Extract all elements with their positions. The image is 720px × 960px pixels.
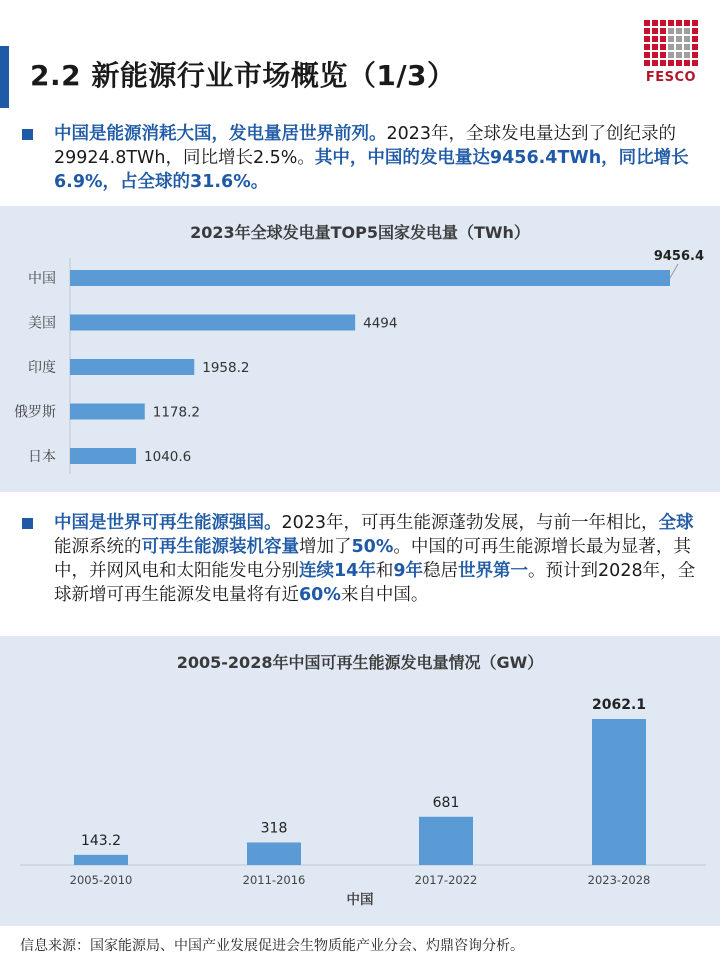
body-text: 2023年，全球发电量达到了创纪录的29924.8TWh，同比增长2.5%。 (54, 124, 677, 168)
logo-square (684, 28, 690, 34)
category-label: 2005-2010 (69, 873, 133, 887)
logo-square (676, 36, 682, 42)
body-text: 2023年，可再生能源蓬勃发展，与前一年相比， (281, 513, 659, 533)
body-text: 。预计到2028年，全球新增可再生能源发电量将有近 (54, 561, 696, 605)
logo-square (652, 52, 658, 58)
value-label: 1040.6 (144, 449, 192, 465)
logo-square (692, 52, 698, 58)
logo-square (668, 20, 674, 26)
logo-square (676, 28, 682, 34)
paragraph-2-text (54, 511, 702, 607)
logo-square (692, 20, 698, 26)
logo-square (692, 28, 698, 34)
label-leader-line (670, 264, 678, 278)
paragraph-2 (22, 511, 702, 607)
logo-square (692, 60, 698, 66)
logo-square (652, 44, 658, 50)
logo-square (684, 44, 690, 50)
category-label: 日本 (28, 449, 56, 465)
logo-square (692, 36, 698, 42)
bar (70, 315, 355, 331)
category-label: 中国 (28, 271, 56, 287)
logo-square (660, 60, 666, 66)
value-label: 318 (260, 820, 288, 837)
logo-square (692, 44, 698, 50)
logo-square (652, 28, 658, 34)
logo-square (660, 28, 666, 34)
logo-square (676, 60, 682, 66)
bar (247, 842, 301, 865)
logo-square (668, 28, 674, 34)
chart1-title: 2023年全球发电量TOP5国家发电量（TWh） (190, 223, 530, 242)
highlight-text: 9年 (393, 561, 424, 581)
body-text: 增加了 (299, 537, 352, 557)
title-accent-bar (0, 46, 9, 108)
highlight-text: 中国是能源消耗大国，发电量居世界前列。 (54, 124, 387, 144)
logo-square (644, 52, 650, 58)
bar (70, 270, 670, 286)
bar (419, 817, 473, 865)
body-text: 稳居 (423, 561, 459, 581)
highlight-text: 中国是世界可再生能源强国。 (54, 513, 282, 533)
bar (70, 359, 194, 375)
chart1-panel (0, 206, 720, 492)
chart1-svg (0, 206, 720, 492)
logo-square (644, 20, 650, 26)
logo-square (644, 28, 650, 34)
fesco-logo (642, 20, 700, 85)
paragraph-1-text (54, 122, 702, 194)
page-title: 2.2 新能源行业市场概览（1/3） (30, 59, 456, 92)
bar (592, 719, 646, 865)
highlight-text: 可再生能源装机容量 (141, 537, 299, 557)
body-text: 和 (375, 561, 394, 581)
highlight-text: 连续14年 (299, 561, 376, 581)
logo-square (676, 52, 682, 58)
logo-square (652, 20, 658, 26)
bar (70, 404, 145, 420)
value-label: 681 (432, 794, 460, 811)
logo-square (660, 36, 666, 42)
chart2-panel (0, 636, 720, 926)
category-label: 2023-2028 (587, 873, 651, 887)
category-label: 印度 (28, 360, 56, 376)
highlight-text: 全球 (658, 513, 694, 533)
highlight-text: 50% (351, 537, 394, 557)
logo-square (652, 36, 658, 42)
logo-square (684, 20, 690, 26)
highlight-text: 其中，中国的发电量达9456.4TWh，同比增长6.9%，占全球的31.6%。 (54, 148, 689, 192)
bullet-square-icon (22, 129, 33, 140)
logo-square (644, 44, 650, 50)
logo-square (660, 44, 666, 50)
logo-square (684, 52, 690, 58)
logo-square (652, 60, 658, 66)
source-note: 信息来源：国家能源局、中国产业发展促进会生物质能产业分会、灼鼎咨询分析。 (20, 938, 524, 954)
body-text: 来自中国。 (340, 585, 429, 605)
chart2-svg (0, 636, 720, 926)
logo-square (668, 60, 674, 66)
logo-grid-icon (642, 20, 700, 66)
highlight-text: 60% (299, 585, 341, 605)
value-label: 9456.4 (653, 249, 704, 264)
logo-square (684, 60, 690, 66)
highlight-text: 世界第一 (458, 561, 529, 581)
value-label: 2062.1 (591, 697, 647, 713)
category-label: 2011-2016 (242, 873, 306, 887)
logo-square (668, 44, 674, 50)
logo-square (684, 36, 690, 42)
body-text: 能源系统的 (54, 537, 142, 557)
bar (70, 448, 136, 464)
logo-square (676, 44, 682, 50)
logo-square (660, 20, 666, 26)
value-label: 4494 (363, 315, 398, 332)
x-axis-title: 中国 (346, 892, 374, 908)
value-label: 1178.2 (152, 404, 201, 421)
category-label: 俄罗斯 (14, 404, 56, 421)
category-label: 美国 (28, 315, 56, 332)
chart2-title: 2005-2028年中国可再生能源发电量情况（GW） (176, 653, 544, 672)
logo-square (660, 52, 666, 58)
logo-square (644, 60, 650, 66)
paragraph-1 (22, 122, 702, 194)
bar (74, 855, 128, 865)
logo-square (644, 36, 650, 42)
body-text: 。中国的可再生能源增长最为显著，其中，并网风电和太阳能发电分别 (54, 537, 691, 581)
value-label: 143.2 (80, 832, 122, 849)
logo-square (668, 52, 674, 58)
value-label: 1958.2 (202, 360, 250, 376)
logo-square (668, 36, 674, 42)
bullet-square-icon (22, 518, 33, 529)
logo-square (676, 20, 682, 26)
category-label: 2017-2022 (414, 873, 478, 887)
logo-text: FESCO (645, 70, 697, 85)
